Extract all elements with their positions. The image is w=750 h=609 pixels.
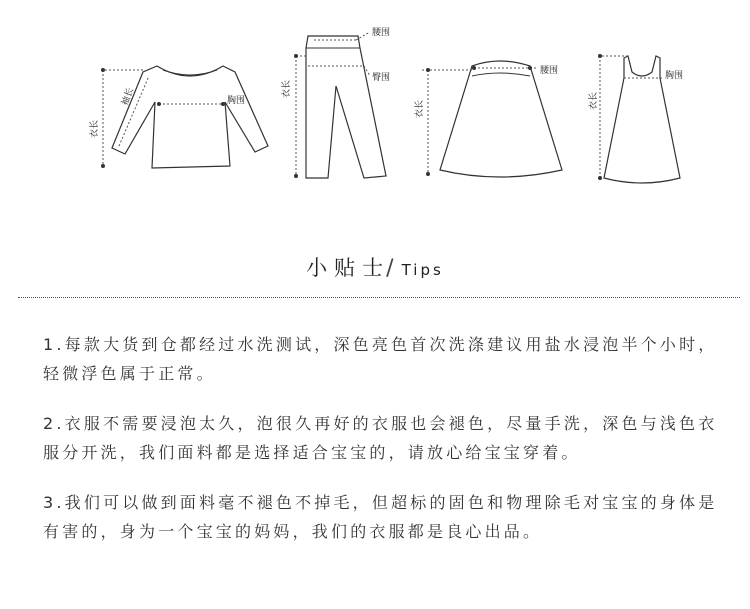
- shirt-diagram: [85, 58, 275, 178]
- size-chart: [0, 0, 750, 215]
- skirt-icon: [414, 50, 584, 185]
- skirt-waist-label: 腰围: [540, 66, 559, 76]
- tips-title-en: Tips: [401, 261, 444, 279]
- tips-title-cn: 小贴士: [306, 256, 391, 280]
- skirt-length-label: 衣长: [415, 99, 425, 118]
- tip-item-3: 3.我们可以做到面料毫不褪色不掉毛，但超标的固色和物理除毛对宝宝的身体是有害的，身为一个宝宝的妈妈，我们的衣服都是良心出品。: [43, 493, 718, 541]
- tip-item-2: 2.衣服不需要浸泡太久，泡很久再好的衣服也会褪色，尽量手洗，深色与浅色衣服分开洗，我们面料都是选择适合宝宝的，请放心给宝宝穿着。: [43, 414, 718, 462]
- title-separator: /: [386, 256, 400, 281]
- tip-item-1: 1.每款大货到仓都经过水洗测试，深色亮色首次洗涤建议用盐水浸泡半个小时，轻微浮色属于正常。: [43, 335, 718, 383]
- shirt-sleeve-label: 袖长: [120, 86, 136, 108]
- pants-hip-label: 臀围: [372, 73, 391, 83]
- tips-heading: [0, 252, 750, 282]
- pants-icon: [278, 26, 408, 186]
- pants-diagram: [278, 26, 408, 186]
- dress-icon: [590, 48, 700, 188]
- pants-length-label: 衣长: [282, 79, 292, 98]
- shirt-chest-label: 胸围: [227, 96, 246, 106]
- shirt-icon: [85, 58, 275, 178]
- dotted-divider: [18, 297, 740, 298]
- dress-length-label: 衣长: [589, 91, 599, 110]
- dress-diagram: [590, 48, 700, 188]
- dress-chest-label: 胸围: [665, 71, 684, 81]
- skirt-diagram: [414, 50, 584, 185]
- pants-waist-label: 腰围: [372, 28, 391, 38]
- tips-list: [43, 330, 733, 567]
- shirt-length-label: 衣长: [90, 119, 100, 138]
